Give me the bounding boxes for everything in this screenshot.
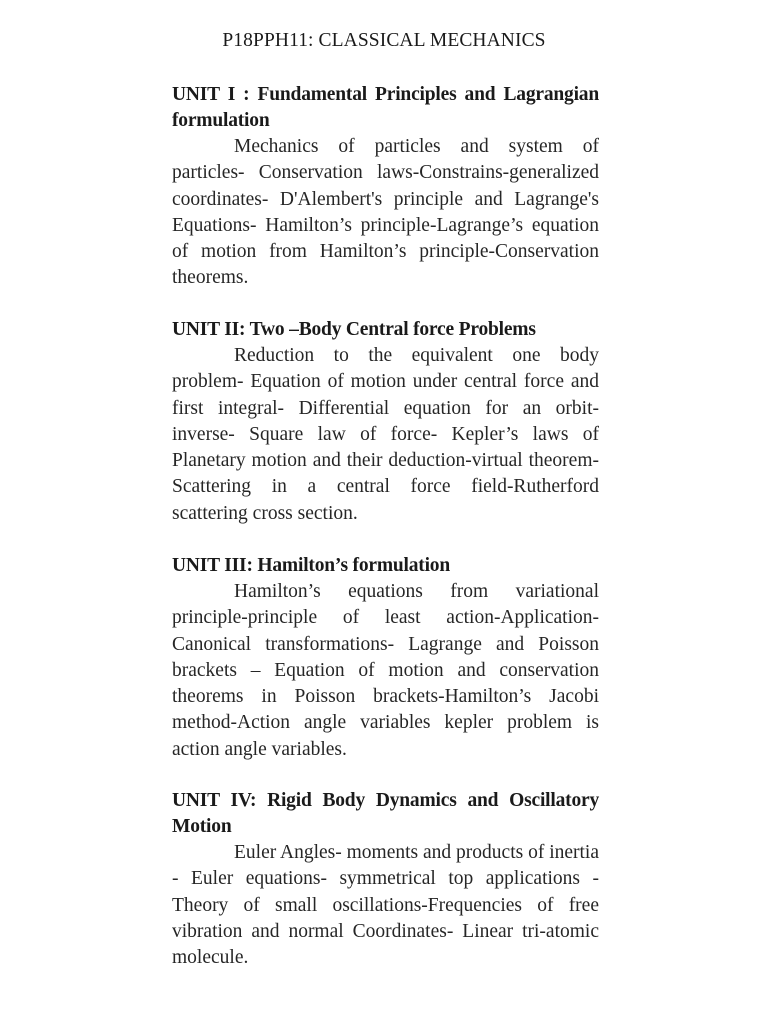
unit-1-section bbox=[172, 82, 599, 292]
unit-2-section bbox=[172, 317, 599, 527]
unit-1-body: Mechanics of particles and system of particles- Conservation laws-Constrains-generalized coordinates- D'Alembert's principle and Lagrange's Equations- Hamilton’s principle-Lagrange’s equation of motion from Hamilton’s principle-Conservation theorems. bbox=[172, 136, 599, 289]
document-title: P18PPH11: CLASSICAL MECHANICS bbox=[222, 30, 546, 51]
unit-2-heading: UNIT II: Two –Body Central force Problems bbox=[172, 319, 536, 340]
unit-4-heading: UNIT IV: Rigid Body Dynamics and Oscillatory Motion bbox=[172, 790, 599, 837]
unit-4-section bbox=[172, 788, 599, 971]
unit-3-heading: UNIT III: Hamilton’s formulation bbox=[172, 555, 450, 576]
unit-3-section bbox=[172, 553, 599, 763]
unit-1-heading: UNIT I : Fundamental Principles and Lagrangian formulation bbox=[172, 84, 599, 131]
unit-2-body: Reduction to the equivalent one body problem- Equation of motion under central force and first integral- Differential equation for an orbit- inverse- Square law of force- Kepler’s laws of Planetary motion and their deduction-virtual theorem- Scattering in a central force field-Rutherford scattering cross section. bbox=[172, 345, 599, 524]
unit-4-body: Euler Angles- moments and products of inertia - Euler equations- symmetrical top applications - Theory of small oscillations-Frequencies of free vibration and normal Coordinates- Linear tri-atomic molecule. bbox=[172, 842, 599, 969]
unit-3-body: Hamilton’s equations from variational principle-principle of least action-Application-Canonical transformations- Lagrange and Poisson brackets – Equation of motion and conservation theorems in Poisson brackets-Hamilton’s Jacobi method-Action angle variables kepler problem is action angle variables. bbox=[172, 581, 599, 760]
